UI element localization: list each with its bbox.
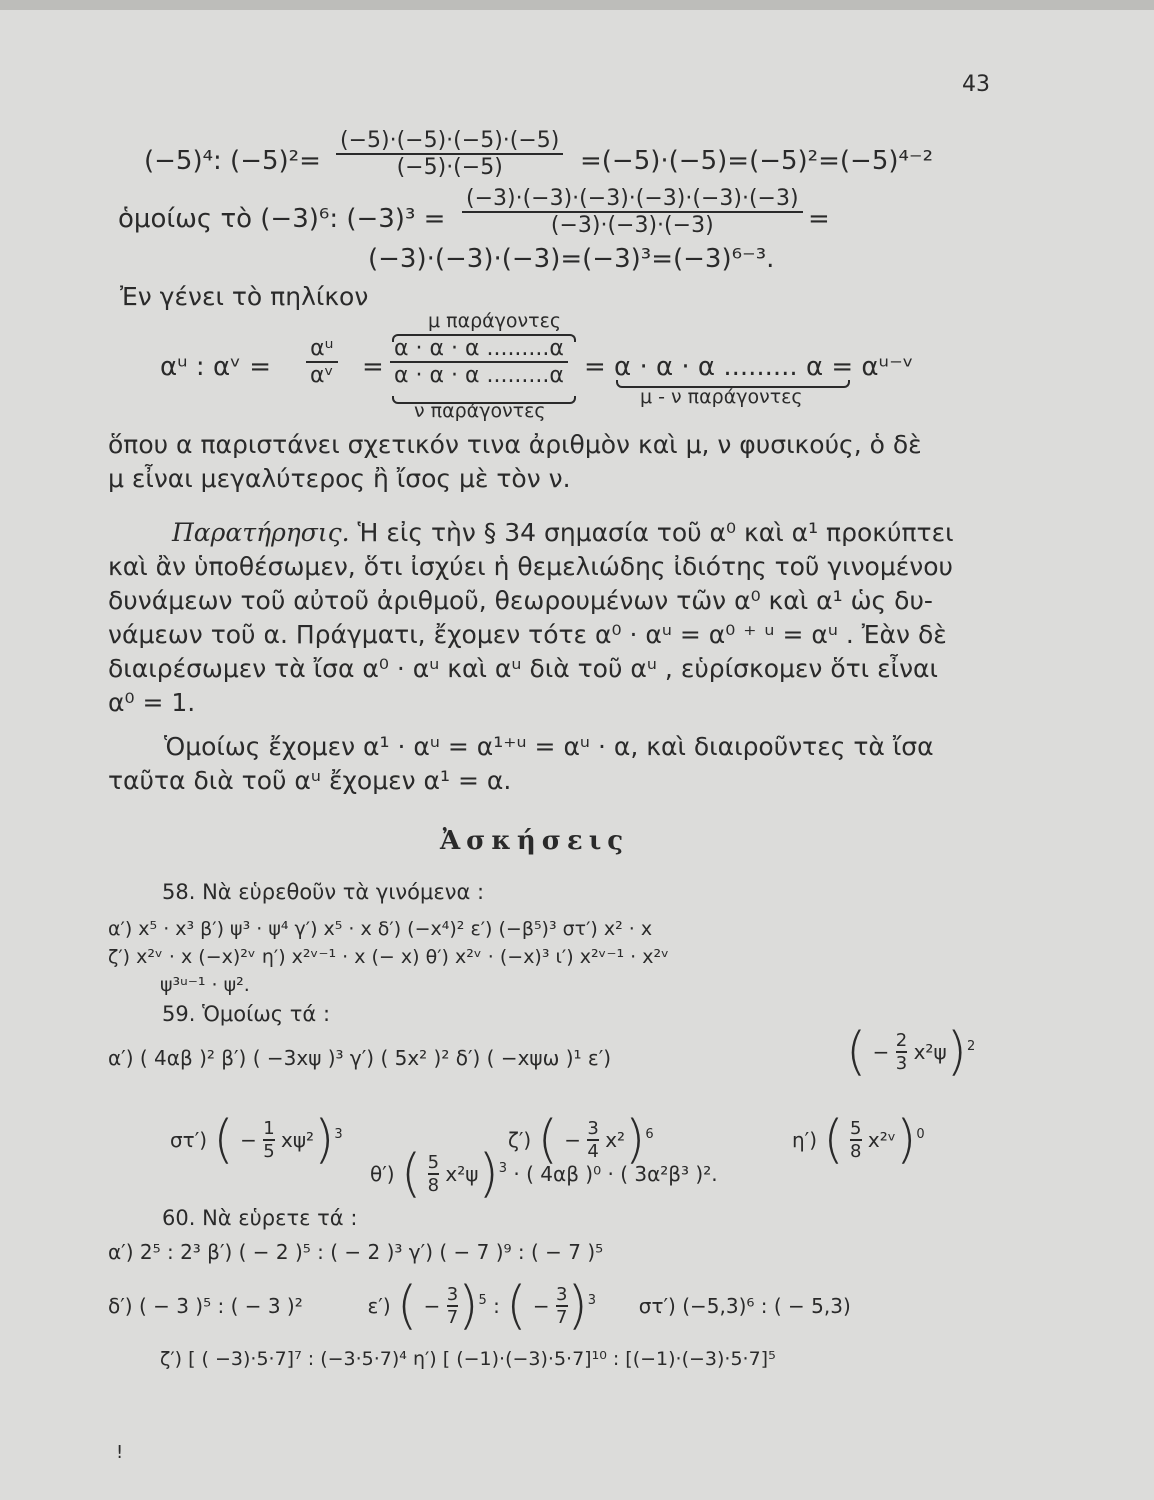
minus-sign: −: [423, 1294, 441, 1318]
paragraph-line: ταῦτα διὰ τοῦ αᵘ ἔχομεν α¹ = α.: [108, 766, 512, 795]
exercise-60-title: 60. Νὰ εὑρετε τά :: [162, 1206, 358, 1230]
exercise-60-line2: [108, 1276, 851, 1336]
denominator: 8: [427, 1175, 440, 1196]
eq1-denominator: (−5)·(−5): [396, 155, 503, 180]
exercise-59-title: 59. Ὁμοίως τά :: [162, 1002, 331, 1026]
right-paren: ): [896, 1110, 917, 1170]
footer-mark: !: [116, 1442, 124, 1463]
term: x²: [605, 1128, 626, 1152]
left-paren: (: [823, 1110, 844, 1170]
eq3-bottom-label-right: μ - ν παράγοντες: [640, 386, 803, 408]
eq3-equals: =: [362, 352, 384, 382]
eq3-f1-numerator: αᵘ: [310, 336, 334, 361]
paragraph-line: Ὁμοίως ἔχομεν α¹ · αᵘ = α¹⁺ᵘ = αᵘ · α, καὶ διαιροῦντες τὰ ἴσα: [164, 732, 934, 761]
numerator: 5: [850, 1118, 862, 1139]
eq2-equals: =: [808, 204, 830, 234]
label: θ′): [370, 1162, 395, 1186]
right-paren: ): [314, 1110, 335, 1170]
exponent: 3: [498, 1160, 508, 1176]
right-paren: ): [458, 1276, 479, 1336]
paragraph-1: [108, 428, 922, 496]
eq1-fraction: [336, 128, 563, 180]
label: ζ′): [508, 1128, 532, 1152]
left-paren: (: [400, 1144, 422, 1204]
eq2-fraction: [462, 186, 803, 238]
paragraph-line: καὶ ἂν ὑποθέσωμεν, ὅτι ἰσχύει ἡ θεμελιώδης ἰδιότης τοῦ γινομένου: [108, 552, 953, 581]
eq3-f2-numerator: α · α · α .........α: [394, 336, 564, 361]
right-paren: ): [567, 1276, 588, 1336]
page-number: 43: [962, 72, 990, 97]
denominator: 5: [263, 1141, 275, 1162]
numerator: 2: [895, 1030, 908, 1051]
denominator: 7: [446, 1307, 459, 1328]
denominator: 3: [895, 1053, 908, 1074]
exponent: 3: [587, 1292, 597, 1308]
numerator: 3: [446, 1284, 459, 1305]
minus-sign: −: [564, 1128, 582, 1152]
eq2-continuation: (−3)·(−3)·(−3)=(−3)³=(−3)⁶⁻³.: [368, 244, 775, 274]
exercise-59-h: [792, 1110, 925, 1170]
exercise-58-line3: ψ³ᵘ⁻¹ · ψ².: [160, 974, 250, 996]
exercise-58-line1: α′) x⁵ · x³ β′) ψ³ · ψ⁴ γ′) x⁵ · x δ′) (−x⁴)² ε′) (−β⁵)³ στ′) x² · x: [108, 918, 653, 940]
left-paren: (: [537, 1110, 558, 1170]
left-paren: (: [213, 1110, 234, 1170]
label: η′): [792, 1128, 818, 1152]
eq3-bottom-label-left: ν παράγοντες: [414, 400, 546, 422]
exercise-60-line3: ζ′) [ ( −3)·5·7]⁷ : (−3·5·7)⁴ η′) [ (−1)·(−3)·5·7]¹⁰ : [(−1)·(−3)·5·7]⁵: [160, 1348, 776, 1370]
eq3-f1-denominator: αᵛ: [310, 363, 334, 388]
numerator: 5: [427, 1152, 440, 1173]
fraction: [447, 1284, 458, 1328]
fraction: [428, 1152, 439, 1196]
denominator: 4: [587, 1141, 599, 1162]
paragraph-line: δυνάμεων τοῦ αὐτοῦ ἀριθμοῦ, θεωρουμένων τῶν α⁰ καὶ α¹ ὡς δυ-: [108, 586, 933, 615]
fraction: [263, 1118, 274, 1162]
eq3-fraction-1: [306, 336, 338, 388]
denominator: 8: [850, 1141, 862, 1162]
paragraph-3: [108, 730, 934, 798]
exponent: 3: [334, 1126, 343, 1142]
fraction: [850, 1118, 861, 1162]
right-paren: ): [625, 1110, 646, 1170]
fraction: [556, 1284, 567, 1328]
term: x²ψ: [445, 1162, 479, 1186]
paragraph-line: διαιρέσωμεν τὰ ἴσα α⁰ · αᵘ καὶ αᵘ διὰ τοῦ αᵘ , εὑρίσκομεν ὅτι εἶναι: [108, 654, 938, 683]
left-paren: (: [506, 1276, 527, 1336]
exercise-58-title: 58. Νὰ εὑρεθοῦν τὰ γινόμενα :: [162, 880, 485, 904]
exercises-heading: Ἀσκήσεις: [440, 826, 630, 856]
left-paren: (: [846, 1022, 867, 1082]
fraction: [896, 1030, 907, 1074]
paragraph-line: α⁰ = 1.: [108, 688, 196, 717]
scan-top-edge: [0, 0, 1154, 10]
item-d: δ′) ( − 3 )⁵ : ( − 3 )²: [108, 1294, 303, 1318]
numerator: 1: [263, 1118, 275, 1139]
exercise-58-line2: ζ′) x²ᵛ · x (−x)²ᵛ η′) x²ᵛ⁻¹ · x (− x) θ′) x²ᵛ · (−x)³ ι′) x²ᵛ⁻¹ · x²ᵛ: [108, 946, 670, 968]
paragraph-line: ὅπου α παριστάνει σχετικόν τινα ἀριθμὸν καὶ μ, ν φυσικούς, ὁ δὲ: [108, 430, 922, 459]
term: xψ²: [281, 1128, 315, 1152]
remark-title: Παρατήρησις.: [172, 518, 350, 547]
minus-sign: −: [240, 1128, 257, 1152]
rest: · ( 4αβ )⁰ · ( 3α²β³ )².: [513, 1162, 718, 1186]
paragraph-line: Ἡ εἰς τὴν § 34 σημασία τοῦ α⁰ καὶ α¹ προκύπτει: [357, 518, 954, 547]
eq1-lhs: (−5)⁴: (−5)²=: [144, 146, 321, 176]
eq3-lhs: αᵘ : αᵛ =: [160, 352, 271, 382]
term: x²ψ: [913, 1040, 947, 1064]
eq2-denominator: (−3)·(−3)·(−3): [550, 213, 714, 238]
eq3-top-label: μ παράγοντες: [428, 310, 562, 332]
denominator: 7: [556, 1307, 568, 1328]
remark-paragraph: [108, 516, 954, 720]
minus-sign: −: [532, 1294, 550, 1318]
label: στ′): [170, 1128, 208, 1152]
eq1-rhs: =(−5)·(−5)=(−5)²=(−5)⁴⁻²: [580, 146, 934, 176]
exercise-59-th: [370, 1144, 718, 1204]
eq3-fraction-2: [390, 336, 568, 388]
exercise-59-e: [846, 1022, 976, 1082]
numerator: 3: [556, 1284, 568, 1305]
eq3-rhs: = α · α · α ......... α = αᵘ⁻ᵛ: [584, 352, 914, 382]
term: x²ᵛ: [867, 1128, 897, 1152]
colon: :: [493, 1294, 500, 1318]
eq1-numerator: (−5)·(−5)·(−5)·(−5): [340, 128, 560, 153]
right-paren: ): [946, 1022, 967, 1082]
numerator: 3: [587, 1118, 599, 1139]
eq2-numerator: (−3)·(−3)·(−3)·(−3)·(−3)·(−3): [466, 186, 799, 211]
left-paren: (: [396, 1276, 418, 1336]
item-e-label: ε′): [367, 1294, 391, 1318]
exponent: 2: [966, 1038, 976, 1054]
eq2-lhs: ὁμοίως τὸ (−3)⁶: (−3)³ =: [118, 204, 446, 234]
exercise-60-line1: α′) 2⁵ : 2³ β′) ( − 2 )⁵ : ( − 2 )³ γ′) ( − 7 )⁹ : ( − 7 )⁵: [108, 1240, 604, 1264]
exercise-59-st: [170, 1110, 343, 1170]
exercise-59-line1: α′) ( 4αβ )² β′) ( −3xψ )³ γ′) ( 5x² )² δ′) ( −xψω )¹ ε′): [108, 1046, 612, 1070]
item-st: στ′) (−5,3)⁶ : ( − 5,3): [638, 1294, 851, 1318]
paragraph-line: μ εἶναι μεγαλύτερος ἢ ἴσος μὲ τὸν ν.: [108, 464, 571, 493]
intro-text: Ἐν γένει τὸ πηλίκον: [120, 282, 369, 311]
minus-sign: −: [872, 1040, 890, 1064]
paragraph-line: νάμεων τοῦ α. Πράγματι, ἔχομεν τότε α⁰ · αᵘ = α⁰ ⁺ ᵘ = αᵘ . Ἐὰν δὲ: [108, 620, 947, 649]
exponent: 6: [645, 1126, 654, 1142]
right-paren: ): [478, 1144, 499, 1204]
exponent: 5: [478, 1292, 487, 1308]
eq3-f2-denominator: α · α · α .........α: [394, 363, 564, 388]
exponent: 0: [916, 1126, 925, 1142]
